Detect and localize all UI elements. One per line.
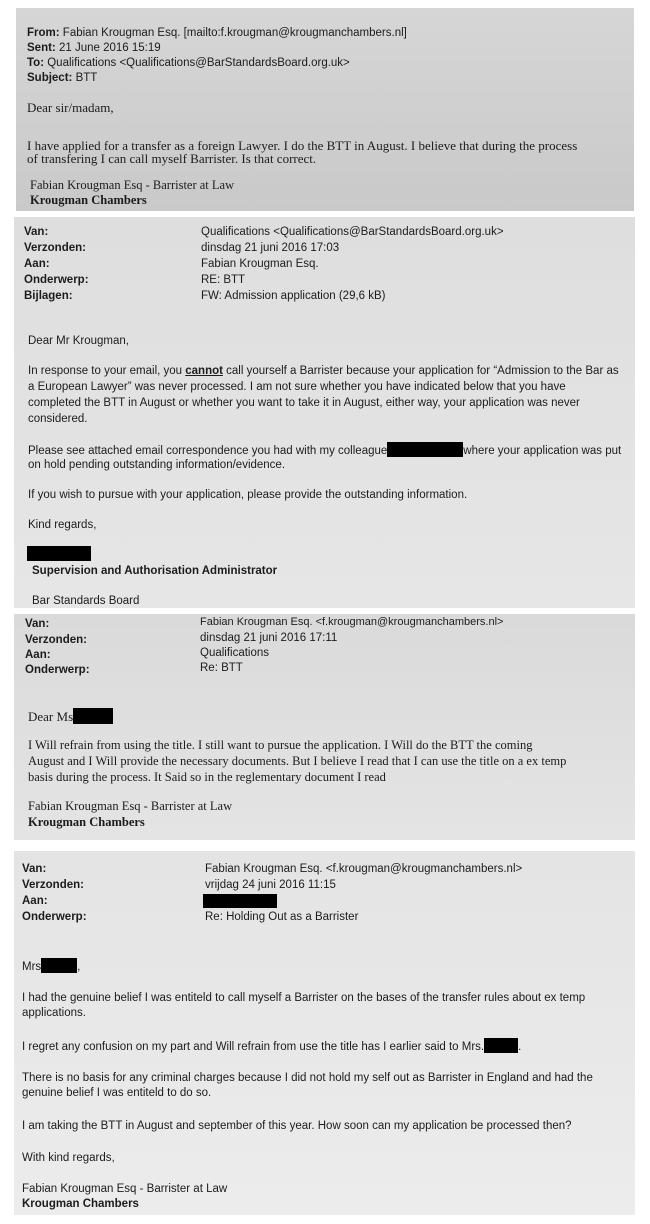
para2-a: Please see attached email correspondence you had with my colleague (28, 445, 388, 457)
aan-label: Aan: (24, 258, 50, 270)
para1-line1 (28, 364, 619, 378)
onderwerp-label: Onderwerp: (22, 911, 87, 923)
signature-firm: Krougman Chambers (28, 815, 145, 829)
van-label: Van: (25, 618, 50, 630)
para1-line3: completed the BTT in August or whether you want to take it in August, either way, your application was never (28, 397, 580, 409)
email-1 (16, 8, 634, 211)
van-value: Fabian Krougman Esq. <f.krougman@krougmanchambers.nl> (200, 616, 504, 628)
para1-a: In response to your email, you (28, 365, 186, 377)
signature-name: Fabian Krougman Esq - Barrister at Law (22, 1183, 228, 1195)
signature-title: Supervision and Authorisation Administrator (32, 565, 278, 577)
van-label: Van: (22, 863, 47, 875)
signature-name: Fabian Krougman Esq - Barrister at Law (28, 799, 233, 813)
to-label: To: (27, 57, 45, 69)
body-line-1: I Will refrain from using the title. I still want to pursue the application. I Will do the BTT the coming (28, 738, 533, 752)
redacted-signature (27, 546, 91, 561)
bijlagen-label: Bijlagen: (24, 290, 73, 302)
body-line-1: I have applied for a transfer as a foreign Lawyer. I do the BTT in August. I believe that during the process (27, 138, 578, 153)
verzonden-label: Verzonden: (22, 879, 84, 891)
redaction-bar (387, 442, 463, 457)
closing: With kind regards, (22, 1152, 115, 1164)
verzonden-value: vrijdag 24 juni 2016 11:15 (205, 879, 336, 891)
greeting-line (28, 708, 113, 725)
email-4 (14, 851, 635, 1215)
redaction-bar (484, 1038, 518, 1053)
onderwerp-label: Onderwerp: (25, 664, 90, 676)
from-line (27, 26, 407, 40)
signature-org: Bar Standards Board (32, 595, 140, 607)
to-value: Qualifications <Qualifications@BarStandardsBoard.org.uk> (47, 57, 350, 69)
signature-firm: Krougman Chambers (22, 1198, 139, 1210)
email-3 (14, 614, 635, 840)
sent-label: Sent: (27, 42, 56, 54)
para2-b: where your application was put (463, 445, 622, 457)
van-value: Qualifications <Qualifications@BarStandardsBoard.org.uk> (201, 226, 504, 238)
sent-value: 21 June 2016 15:19 (58, 42, 161, 54)
aan-label: Aan: (22, 895, 48, 907)
greeting-end: , (77, 961, 81, 973)
body-line-2: of transfering I can call myself Barrister. Is that correct. (27, 151, 317, 166)
redaction-bar (41, 958, 77, 973)
onderwerp-label: Onderwerp: (24, 274, 89, 286)
bijlagen-value: FW: Admission application (29,6 kB) (201, 290, 386, 302)
to-line (27, 56, 350, 70)
para4: I am taking the BTT in August and september of this year. How soon can my application be processed then? (22, 1120, 572, 1132)
para2-line (22, 1038, 521, 1054)
aan-redaction (203, 894, 277, 908)
para2-end: . (518, 1041, 522, 1053)
signature-firm: Krougman Chambers (30, 193, 147, 207)
onderwerp-value: Re: BTT (200, 662, 243, 674)
from-label: From: (27, 27, 60, 39)
closing: Kind regards, (28, 519, 97, 531)
verzonden-label: Verzonden: (25, 634, 87, 646)
onderwerp-value: Re: Holding Out as a Barrister (205, 911, 359, 923)
greeting: Dear Mr Krougman, (28, 335, 129, 347)
greeting: Mrs (22, 961, 42, 973)
aan-value: Qualifications (200, 647, 270, 659)
van-label: Van: (24, 226, 49, 238)
from-value: Fabian Krougman Esq. [mailto:f.krougman@krougmanchambers.nl] (62, 27, 407, 39)
onderwerp-value: RE: BTT (201, 274, 246, 286)
verzonden-label: Verzonden: (24, 242, 86, 254)
para1-line4: considered. (28, 413, 88, 425)
subject-line (27, 71, 97, 85)
para1-line1: I had the genuine belief I was entiteld to call myself a Barrister on the bases of the transfer rules about ex temp (22, 992, 586, 1004)
body-line-2: August and I Will provide the necessary documents. But I believe I read that I can use the title on a ex temp (28, 754, 567, 768)
para1-line2: a European Lawyer” was never processed. I am not sure whether you have indicated below that you have (28, 381, 566, 393)
verzonden-value: dinsdag 21 juni 2016 17:03 (201, 242, 340, 254)
subject-label: Subject: (27, 72, 73, 84)
subject-value: BTT (75, 72, 98, 84)
greeting-line (22, 958, 80, 974)
para3: If you wish to pursue with your application, please provide the outstanding information. (28, 489, 468, 501)
para2-line2: on hold pending outstanding information/evidence. (28, 459, 286, 471)
para3-line2: genuine belief I was entiteld to do so. (22, 1087, 212, 1099)
van-value: Fabian Krougman Esq. <f.krougman@krougmanchambers.nl> (205, 863, 523, 875)
verzonden-value: dinsdag 21 juni 2016 17:11 (200, 632, 338, 644)
redaction-bar (73, 708, 113, 724)
sent-line (27, 41, 161, 55)
aan-label: Aan: (25, 649, 51, 661)
greeting: Dear sir/madam, (27, 100, 114, 115)
cannot-emphasis: cannot (185, 365, 223, 377)
para1-b: call yourself a Barrister because your application for “Admission to the Bar as (222, 365, 619, 377)
greeting: Dear Ms (28, 709, 74, 724)
email-2 (14, 217, 635, 608)
para2: I regret any confusion on my part and Will refrain from use the title has I earlier said to Mrs. (22, 1041, 485, 1053)
para2-line1 (28, 442, 621, 458)
para1-line2: applications. (22, 1007, 86, 1019)
aan-value: Fabian Krougman Esq. (201, 258, 319, 270)
signature-name: Fabian Krougman Esq - Barrister at Law (30, 178, 235, 192)
para3-line1: There is no basis for any criminal charges because I did not hold my self out as Barrister in England and had the (22, 1072, 593, 1084)
body-line-3: basis during the process. It Said so in the reglementary document I read (28, 770, 386, 784)
